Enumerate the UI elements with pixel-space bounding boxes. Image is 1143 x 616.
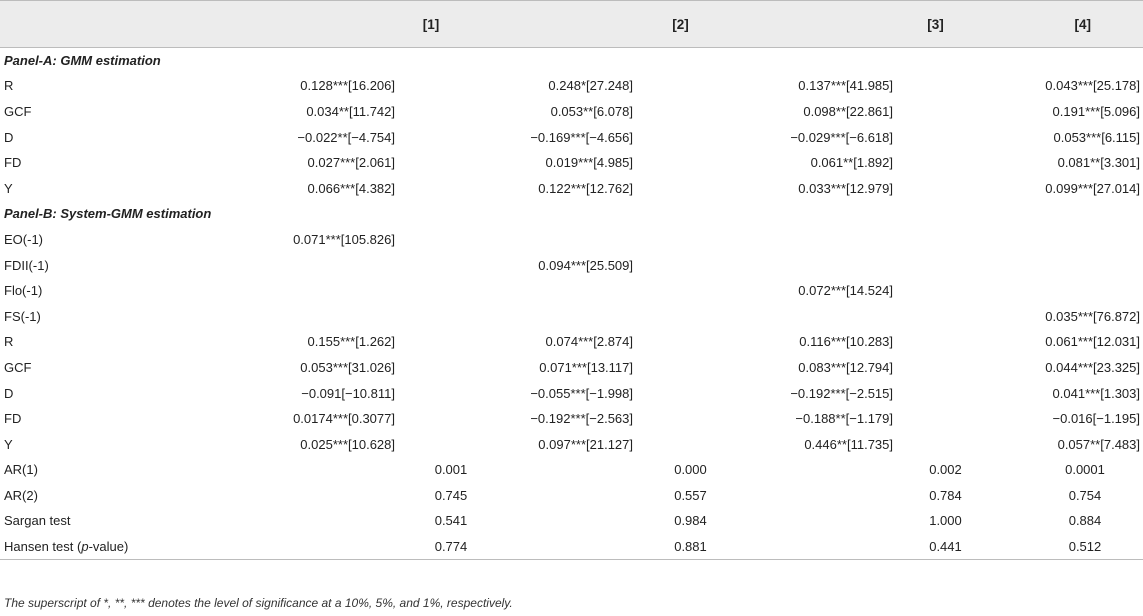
panel-b-row (0, 380, 1143, 406)
test-cell-col4: 0.0001 (1065, 462, 1105, 478)
panel-b-cell-col2: 0.094***[25.509] (538, 257, 633, 273)
panel-a-row (0, 73, 1143, 99)
test-cell-col3: 0.002 (929, 462, 962, 478)
panel-a-cell-col3: −0.029***[−6.618] (790, 129, 893, 145)
panel-b-row (0, 355, 1143, 381)
panel-a-title-row (0, 48, 1143, 74)
panel-a-row-label: FD (4, 155, 22, 171)
table-header (0, 1, 1143, 48)
panel-b-cell-col1: −0.091[−10.811] (301, 385, 395, 401)
panel-b-cell-col3: 0.116***[10.283] (799, 334, 893, 350)
hansen-value-col4: 0.512 (997, 534, 1143, 560)
panel-a-cell-col4: 0.191***[5.096] (1052, 103, 1140, 119)
panel-b-cell-col3: 0.446**[11.735] (804, 436, 893, 452)
panel-b-cell-col2: −0.192***[−2.563] (530, 411, 633, 427)
test-row (0, 457, 1143, 483)
test-cell-col1: 0.001 (434, 462, 468, 478)
panel-a-cell-col4: 0.081**[3.301] (1057, 155, 1140, 171)
test-cell-col2: 0.557 (674, 487, 707, 503)
panel-a-row-label: R (4, 78, 14, 94)
test-row-label: AR(1) (4, 462, 38, 478)
panel-b-cell-col2: 0.097***[21.127] (538, 436, 633, 452)
panel-a-cell-col1: 0.066***[4.382] (307, 180, 395, 196)
panel-b-row-label: R (4, 334, 14, 350)
test-cell-col3: 1.000 (929, 513, 962, 529)
panel-a-cell-col1: 0.128***[16.206] (300, 78, 395, 94)
header-cell-col4: [4] (997, 1, 1143, 48)
panel-b-row-label: FDII(-1) (4, 257, 49, 273)
panel-a-row (0, 99, 1143, 125)
panel-b-title: Panel-B: System-GMM estimation (4, 206, 212, 222)
panel-b-cell-col3: 0.083***[12.794] (798, 359, 893, 375)
panel-b-cell-col1: 0.071***[105.826] (293, 231, 395, 247)
panel-b-cell-col4: 0.035***[76.872] (1045, 308, 1140, 324)
panel-a-cell-col1: 0.027***[2.061] (307, 155, 395, 171)
test-row-label: AR(2) (4, 487, 38, 503)
panel-b-row-label: D (4, 385, 14, 401)
panel-a-cell-col2: 0.248*[27.248] (548, 78, 633, 94)
panel-b-cell-col1 (265, 252, 487, 278)
panel-b-row (0, 227, 1143, 253)
panel-b-cell-col3 (744, 303, 997, 329)
panel-b-row-label: FD (4, 411, 22, 427)
panel-b-row (0, 303, 1143, 329)
panel-a-row (0, 175, 1143, 201)
hansen-value-col1: 0.774 (265, 534, 487, 560)
panel-b-cell-col4: 0.041***[1.303] (1052, 385, 1140, 401)
header-cell-label (0, 1, 265, 48)
panel-b-row-label: FS(-1) (4, 308, 41, 324)
panel-b-row-label: Y (4, 436, 13, 452)
panel-a-cell-col2: 0.019***[4.985] (545, 155, 633, 171)
panel-a-row (0, 124, 1143, 150)
panel-a-row-label: GCF (4, 103, 32, 119)
panel-b-cell-col3: −0.188**[−1.179] (795, 411, 893, 427)
panel-a-cell-col1: 0.034**[11.742] (306, 103, 395, 119)
panel-b-row (0, 252, 1143, 278)
test-cell-col1: 0.745 (434, 487, 468, 503)
panel-b-cell-col4: −0.016[−1.195] (1052, 411, 1140, 427)
panel-a-cell-col4: 0.043***[25.178] (1045, 78, 1140, 94)
panel-b-cell-col2: 0.071***[13.117] (539, 359, 633, 375)
panel-b-cell-col3 (744, 227, 997, 253)
table-footnote: The superscript of *, **, *** denotes the level of significance at a 10%, 5%, and 1%, respectively. (4, 596, 513, 610)
panel-b-cell-col4: 0.044***[23.325] (1045, 359, 1140, 375)
test-cell-col2: 0.984 (674, 513, 707, 529)
hansen-value-col2: 0.881 (487, 534, 744, 560)
panel-b-cell-col4 (997, 227, 1143, 253)
test-cell-col4: 0.754 (1068, 487, 1102, 503)
test-row (0, 508, 1143, 534)
panel-a-cell-col4: 0.053***[6.115] (1053, 129, 1140, 145)
test-cell-col2: 0.000 (674, 462, 707, 478)
panel-b-cell-col2: 0.074***[2.874] (545, 334, 633, 350)
header-cell-col2: [2] (487, 1, 744, 48)
panel-a-cell-col3: 0.061**[1.892] (810, 155, 893, 171)
panel-b-row-label: GCF (4, 359, 32, 375)
panel-b-cell-col4 (997, 278, 1143, 304)
panel-b-cell-col1 (265, 303, 487, 329)
panel-b-row (0, 406, 1143, 432)
panel-b-cell-col1: 0.0174***[0.3077] (293, 411, 395, 427)
panel-b-cell-col1: 0.053***[31.026] (300, 359, 395, 375)
header-cell-col1: [1] (265, 1, 487, 48)
panel-b-row (0, 431, 1143, 457)
panel-b-title-row (0, 201, 1143, 227)
header-cell-col3: [3] (744, 1, 997, 48)
panel-b-cell-col4 (997, 252, 1143, 278)
panel-b-cell-col3: 0.072***[14.524] (798, 283, 893, 299)
panel-a-title: Panel-A: GMM estimation (4, 53, 161, 69)
test-row (0, 483, 1143, 509)
panel-b-row (0, 278, 1143, 304)
panel-b-cell-col2 (487, 278, 744, 304)
panel-a-cell-col1: −0.022**[−4.754] (297, 129, 395, 145)
panel-b-row (0, 329, 1143, 355)
panel-a-cell-col2: 0.053**[6.078] (550, 103, 633, 119)
test-row-label: Sargan test (4, 513, 71, 529)
panel-a-row (0, 150, 1143, 176)
test-cell-col4: 0.884 (1068, 513, 1102, 529)
hansen-label-prefix: Hansen test ( (4, 538, 82, 554)
panel-b-cell-col1 (265, 278, 487, 304)
test-cell-col1: 0.541 (434, 513, 468, 529)
panel-b-cell-col2 (487, 227, 744, 253)
panel-a-row-label: Y (4, 180, 13, 196)
panel-a-row-label: D (4, 129, 14, 145)
panel-b-row-label: Flo(-1) (4, 283, 43, 299)
panel-b-cell-col2 (487, 303, 744, 329)
panel-b-cell-col4: 0.061***[12.031] (1045, 334, 1140, 350)
panel-a-cell-col2: −0.169***[−4.656] (530, 129, 633, 145)
panel-b-row-label: EO(-1) (4, 231, 43, 247)
panel-b-cell-col3: −0.192***[−2.515] (790, 385, 893, 401)
hansen-label-italic: p (81, 538, 89, 554)
table-body (0, 48, 1143, 560)
panel-a-cell-col3: 0.098**[22.861] (803, 103, 893, 119)
panel-a-cell-col4: 0.099***[27.014] (1045, 180, 1140, 196)
hansen-value-col3: 0.441 (744, 534, 997, 560)
hansen-test-label (0, 534, 265, 560)
panel-a-cell-col3: 0.033***[12.979] (798, 180, 893, 196)
test-cell-col3: 0.784 (929, 487, 962, 503)
panel-b-cell-col4: 0.057**[7.483] (1057, 436, 1140, 452)
panel-a-cell-col2: 0.122***[12.762] (538, 180, 633, 196)
panel-b-cell-col1: 0.025***[10.628] (300, 436, 395, 452)
hansen-label-suffix: -value) (88, 538, 129, 554)
panel-b-cell-col1: 0.155***[1.262] (307, 334, 395, 350)
panel-a-cell-col3: 0.137***[41.985] (798, 78, 893, 94)
header-row (0, 1, 1143, 48)
panel-b-cell-col2: −0.055***[−1.998] (530, 385, 633, 401)
panel-b-cell-col3 (744, 252, 997, 278)
hansen-test-row (0, 534, 1143, 560)
